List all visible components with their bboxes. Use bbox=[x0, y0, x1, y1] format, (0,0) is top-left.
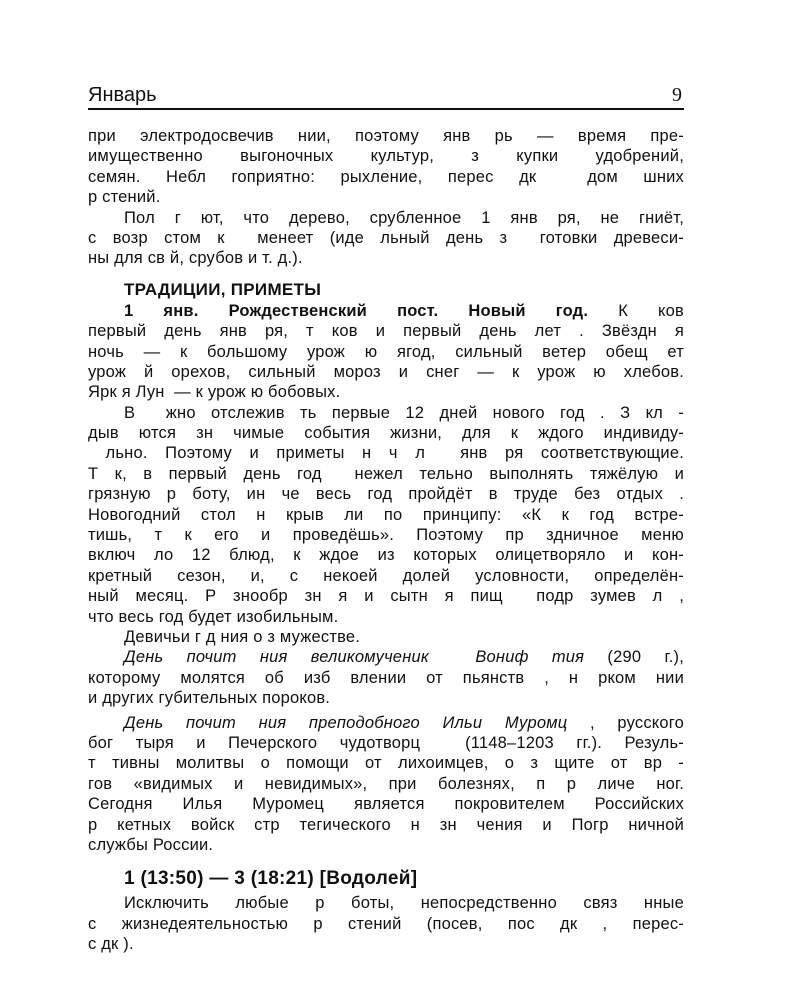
paragraph bbox=[88, 301, 684, 403]
text-span: (290 г.), bbox=[584, 648, 684, 667]
text-line: с дк ). bbox=[88, 935, 134, 954]
page-header bbox=[88, 84, 684, 110]
page-body bbox=[88, 126, 684, 954]
text-line: Новогодний стол н крыв ли по принципу: «К к год встре- bbox=[88, 505, 684, 524]
paragraph bbox=[88, 627, 684, 647]
text-line: грязную р боту, ин че весь год пройдёт в труде без отдых . bbox=[88, 485, 684, 504]
text-line: Девичьи г д ния о з мужестве. bbox=[124, 627, 361, 646]
text-line: Сегодня Илья Муромец является покровителем Российских bbox=[88, 795, 684, 814]
entry-date-heading: 1 янв. Рождественский пост. Новый год. bbox=[124, 301, 589, 320]
text-line: льно. Поэтому и приметы н ч л янв ря соответствующие. bbox=[88, 444, 684, 463]
text-line: при электродосвечив нии, поэтому янв рь — время пре- bbox=[88, 127, 684, 145]
text-line: Исключить любые р боты, непосредственно связ нные bbox=[124, 894, 684, 913]
text-line: кретный сезон, и, с некоей долей условности, определён- bbox=[88, 566, 684, 585]
text-line: ночь — к большому урож ю ягод, сильный ветер обещ ет bbox=[88, 342, 684, 361]
paragraph bbox=[88, 893, 684, 954]
text-line: гов «видимых и невидимых», при болезнях, п р личе ног. bbox=[88, 774, 684, 793]
text-line: тишь, т к его и проведёшь». Поэтому пр здничное меню bbox=[88, 526, 684, 545]
paragraph bbox=[88, 208, 684, 269]
section-title: ТРАДИЦИИ, ПРИМЕТЫ bbox=[124, 279, 322, 299]
moon-phase-heading: 1 (13:50) — 3 (18:21) [Водолей] bbox=[124, 868, 418, 890]
text-line: дыв ются зн чимые события жизни, для к ждого индивиду- bbox=[88, 424, 684, 443]
paragraph bbox=[88, 647, 684, 708]
text-line bbox=[88, 647, 684, 667]
text-line: Ярк я Лун — к урож ю бобовых. bbox=[88, 383, 341, 402]
text-span: К ков bbox=[588, 301, 684, 320]
text-line bbox=[88, 713, 684, 733]
running-title: Январь bbox=[88, 84, 157, 106]
text-line: и других губительных пороков. bbox=[88, 689, 331, 708]
text-line: семян. Небл гоприятно: рыхление, перес дк дом шних bbox=[88, 167, 684, 186]
text-line: В жно отслежив ть первые 12 дней нового год . З кл - bbox=[124, 403, 684, 422]
text-line: которому молятся об изб влении от пьянств , н рком нии bbox=[88, 668, 684, 687]
text-line: р стений. bbox=[88, 188, 161, 207]
text-line: бог тыря и Печерского чудотворц (1148–1203 гг.). Резуль- bbox=[88, 733, 684, 752]
text-line: р кетных войск стр тегического н зн чения и Погр ничной bbox=[88, 815, 684, 834]
text-line: с возр стом к менеет (иде льный день з готовки древеси- bbox=[88, 228, 684, 247]
paragraph bbox=[88, 713, 684, 856]
feast-day-title: День почит ния преподобного Ильи Муромц bbox=[124, 713, 568, 732]
text-line: включ ло 12 блюд, к ждое из которых олицетворяло и кон- bbox=[88, 546, 684, 565]
paragraph bbox=[88, 403, 684, 627]
paragraph bbox=[88, 126, 684, 208]
text-line: что весь год будет изобильным. bbox=[88, 607, 339, 626]
text-line: первый день янв ря, т ков и первый день лет . Звёздн я bbox=[88, 322, 684, 341]
text-line: Т к, в первый день год нежел тельно выполнять тяжёлую и bbox=[88, 464, 684, 483]
text-span: , русского bbox=[567, 713, 685, 732]
text-line: урож й орехов, сильный мороз и снег — к урож ю хлебов. bbox=[88, 362, 684, 381]
text-line: имущественно выгоночных культур, з купки удобрений, bbox=[88, 147, 684, 166]
text-line: ны для св й, срубов и т. д.). bbox=[88, 249, 303, 268]
page-number: 9 bbox=[672, 84, 682, 106]
text-line: Пол г ют, что дерево, срубленное 1 янв ря, не гниёт, bbox=[124, 208, 684, 227]
feast-day-title: День почит ния великомученик Вониф тия bbox=[124, 648, 585, 667]
text-line: службы России. bbox=[88, 835, 214, 854]
text-line: ный месяц. Р знообр зн я и сытн я пищ подр зумев л , bbox=[88, 587, 684, 606]
text-line: с жизнедеятельностью р стений (посев, пос дк , перес- bbox=[88, 914, 684, 933]
text-line: т тивны молитвы о помощи от лихоимцев, о з щите от вр - bbox=[88, 754, 684, 773]
text-line bbox=[88, 301, 684, 321]
